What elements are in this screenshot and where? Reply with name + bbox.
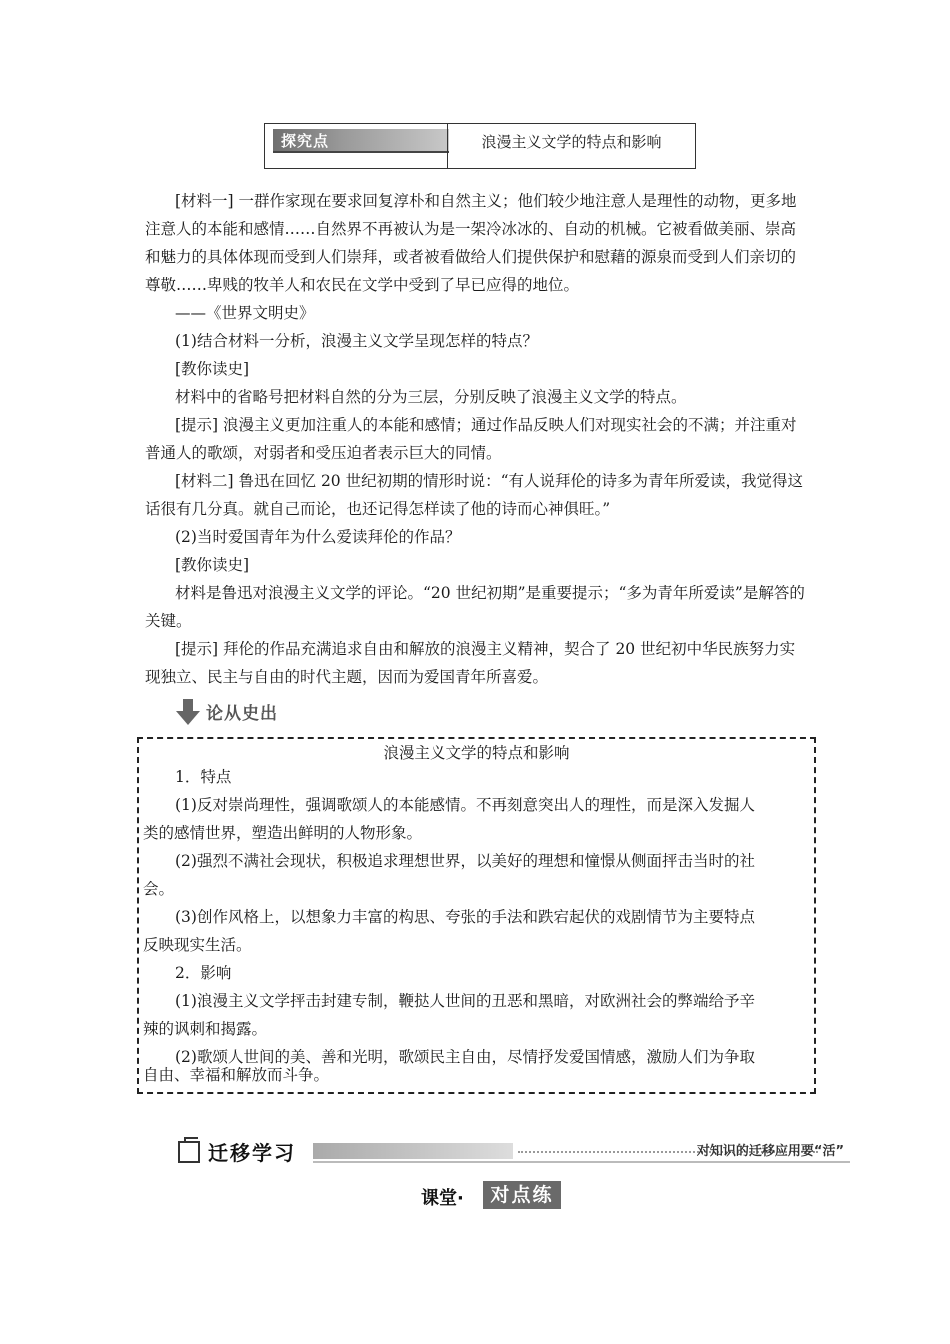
banner-title: 迁移学习 xyxy=(208,1141,296,1165)
material-1-text: [材料一] 一群作家现在要求回复淳朴和自然主义；他们较少地注意人是理性的动物，更多地注意人的本能和感情……自然界不再被认为是一架冷冰冰的、自动的机械。它被看做美丽、崇高和魅力的具体体现而受到人们崇拜，或者被看做给人们提供保护和慰藉的源泉而受到人们亲切的尊敬……卑贱的牧羊人和农民在文学中受到了早已应得的地位。 xyxy=(145,192,797,294)
guide-label-1: [教你读史] xyxy=(175,360,250,378)
hint-1: [提示] 浪漫主义更加注重人的本能和感情；通过作品反映人们对现实社会的不满；并注重对普通人的歌颂，对弱者和受压迫者表示巨大的同情。 xyxy=(145,416,797,462)
banner-subtitle: 对知识的迁移应用要“活” xyxy=(696,1144,844,1159)
explore-tag-label: 探究点 xyxy=(281,132,330,150)
banner-underline xyxy=(313,1161,850,1163)
summary-heading-2: 2．影响 xyxy=(175,964,232,982)
summary-box xyxy=(137,737,816,1094)
guide-text-1: 材料中的省略号把材料自然的分为三层，分别反映了浪漫主义文学的特点。 xyxy=(175,388,687,406)
hint-2: [提示] 拜伦的作品充满追求自由和解放的浪漫主义精神，契合了 20 世纪初中华民族努力实现独立、民主与自由的时代主题，因而为爱国青年所喜爱。 xyxy=(145,640,796,686)
explore-tag xyxy=(273,129,449,153)
guide-text-2: 材料是鲁迅对浪漫主义文学的评论。“20 世纪初期”是重要提示；“多为青年所爱读”是解答的关键。 xyxy=(145,584,805,630)
explore-title: 浪漫主义文学的特点和影响 xyxy=(481,133,662,151)
down-arrow-icon xyxy=(176,699,200,725)
material-2-text: [材料二] 鲁迅在回忆 20 世纪初期的情形时说：“有人说拜伦的诗多为青年所爱读，我觉得这话很有几分真。就自己而论，也还记得怎样读了他的诗而心神俱旺。” xyxy=(145,472,804,518)
summary-line: 自由、幸福和解放而斗争。 xyxy=(143,1066,330,1084)
square-icon xyxy=(178,1141,200,1163)
section-marker-label: 论从史出 xyxy=(206,704,278,724)
summary-line: 会。 xyxy=(143,880,175,898)
summary-line: (1)浪漫主义文学抨击封建专制，鞭挞人世间的丑恶和黑暗，对欧洲社会的弊端给予辛 xyxy=(175,992,755,1010)
summary-line: (1)反对崇尚理性，强调歌颂人的本能感情。不再刻意突出人的理性，而是深入发掘人 xyxy=(175,796,755,814)
summary-line: (2)强烈不满社会现状，积极追求理想世界，以美好的理想和憧憬从侧面抨击当时的社 xyxy=(175,852,755,870)
question-2: (2)当时爱国青年为什么爱读拜伦的作品？ xyxy=(175,528,461,546)
guide-label-2: [教你读史] xyxy=(175,556,250,574)
practice-box: 对点练 xyxy=(483,1181,561,1209)
summary-line: 反映现实生活。 xyxy=(143,936,252,954)
transfer-banner xyxy=(178,1137,850,1167)
banner-band xyxy=(313,1143,513,1159)
summary-line: (3)创作风格上，以想象力丰富的构思、夸张的手法和跌宕起伏的戏剧情节为主要特点 xyxy=(175,908,755,926)
summary-line: (2)歌颂人世间的美、善和光明，歌颂民主自由，尽情抒发爱国情感，激励人们为争取 xyxy=(175,1048,755,1066)
summary-line: 类的感情世界，塑造出鲜明的人物形象。 xyxy=(143,824,423,842)
practice-label: 课堂· xyxy=(421,1188,464,1209)
explore-header xyxy=(264,123,696,169)
question-1: (1)结合材料一分析，浪漫主义文学呈现怎样的特点？ xyxy=(175,332,538,350)
summary-line: 辣的讽刺和揭露。 xyxy=(143,1020,268,1038)
summary-title: 浪漫主义文学的特点和影响 xyxy=(383,744,570,762)
summary-heading-1: 1．特点 xyxy=(175,768,232,786)
material-1-source: ——《世界文明史》 xyxy=(175,304,315,322)
section-marker xyxy=(176,697,316,727)
